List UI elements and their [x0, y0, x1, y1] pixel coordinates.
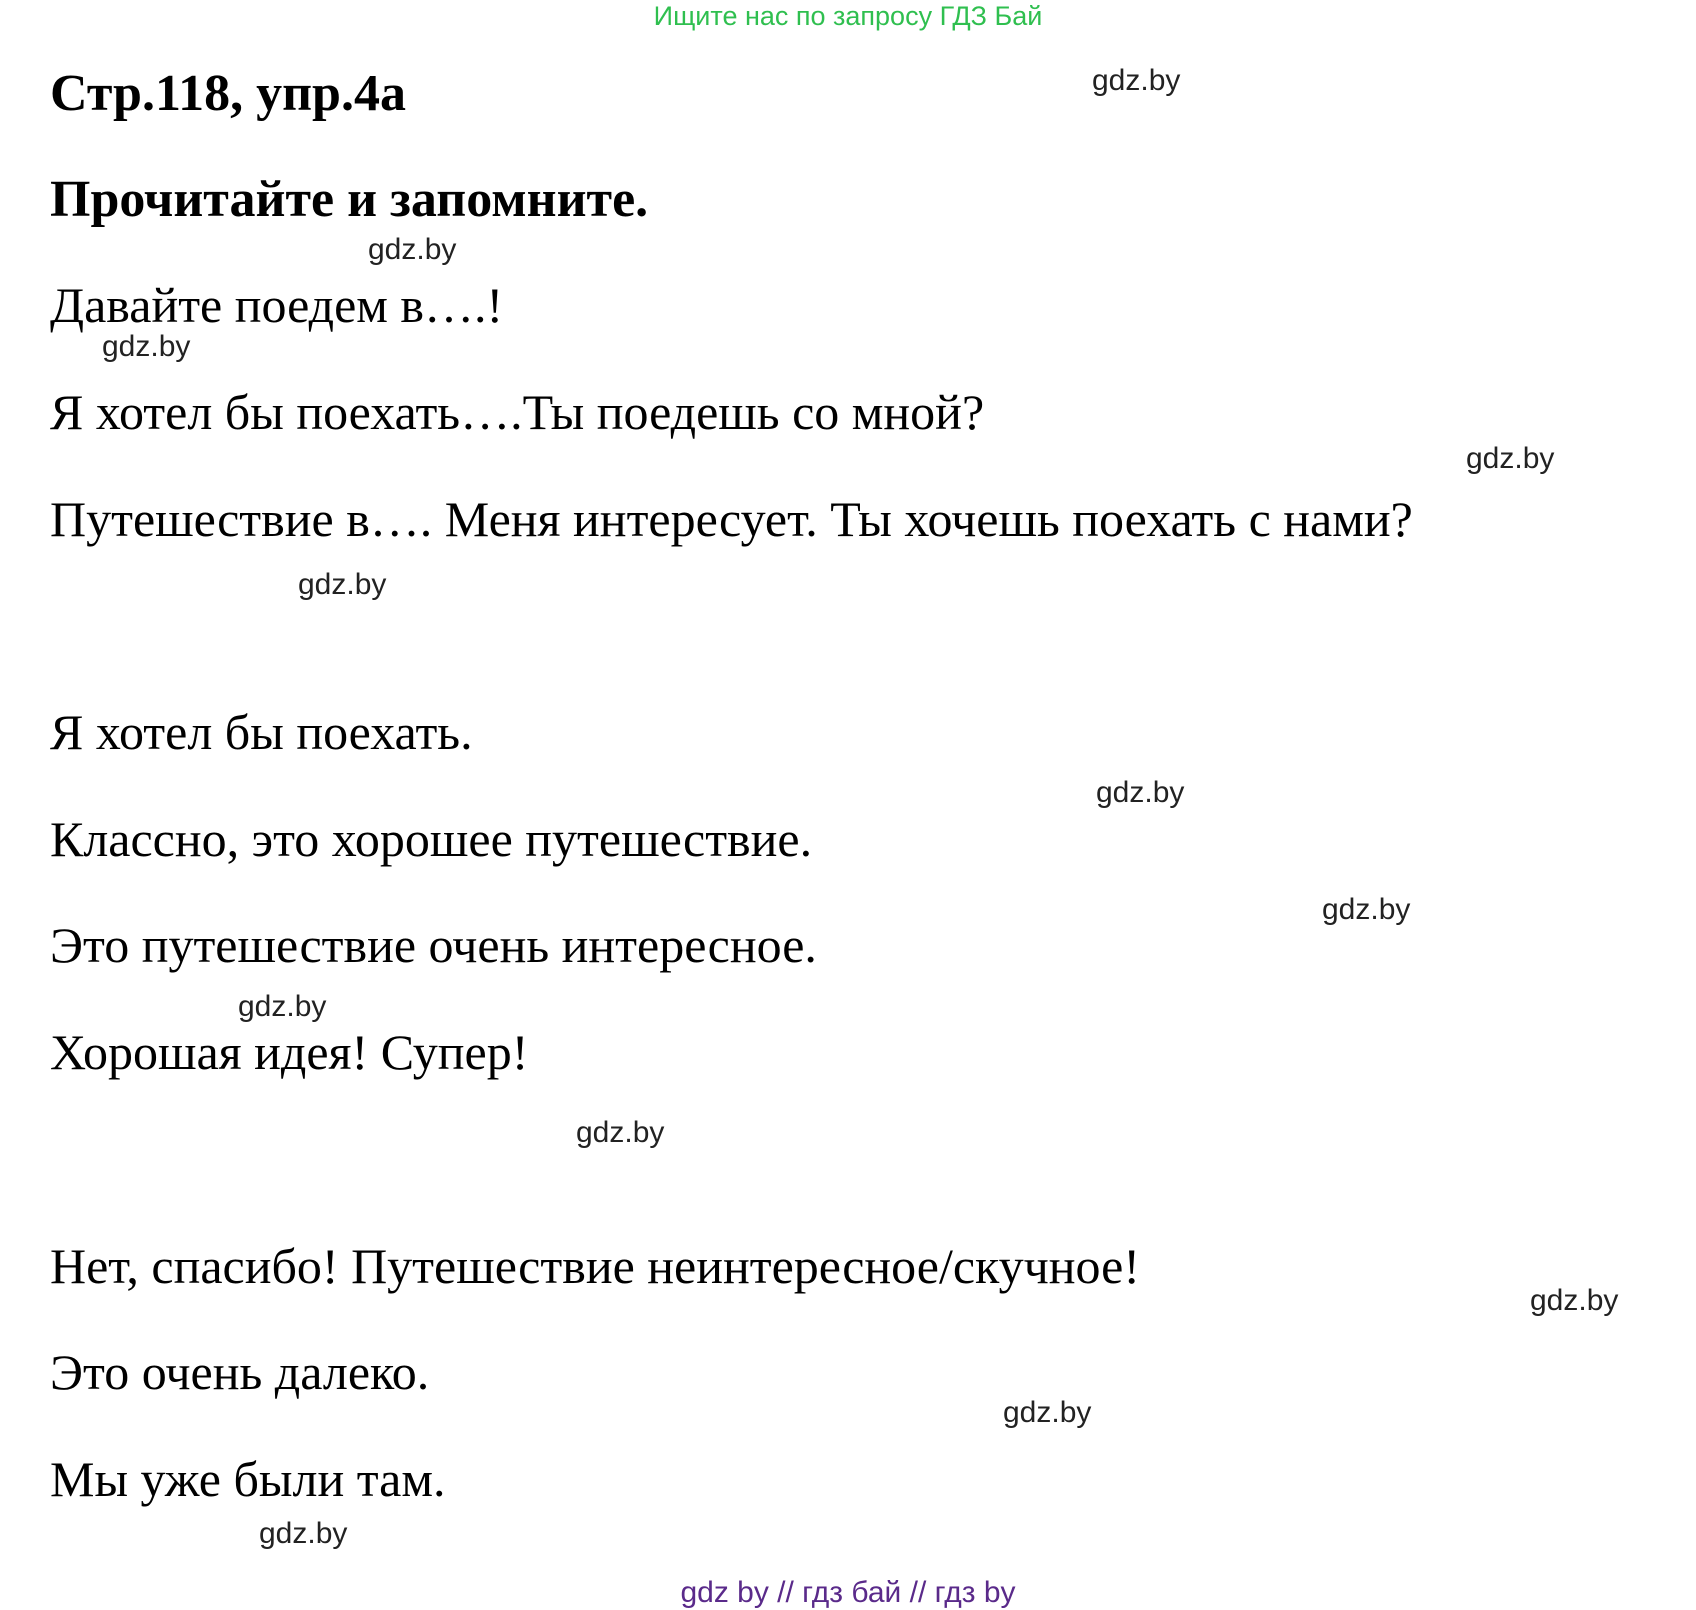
watermark: gdz.by: [1322, 893, 1411, 926]
phrase-line: Мы уже были там.: [50, 1451, 446, 1507]
search-banner: Ищите нас по запросу ГДЗ Бай: [653, 1, 1043, 31]
watermark: gdz.by: [368, 233, 457, 266]
watermark: gdz.by: [1096, 776, 1185, 809]
watermark: gdz.by: [238, 990, 327, 1023]
phrase-line: Это очень далеко.: [50, 1344, 430, 1400]
instruction-heading: Прочитайте и запомните.: [50, 171, 649, 228]
phrase-line: Нет, спасибо! Путешествие неинтересное/скучное!: [50, 1238, 1140, 1294]
phrase-line: Это путешествие очень интересное.: [50, 917, 817, 973]
phrase-line: Хорошая идея! Супер!: [50, 1024, 529, 1080]
watermark: gdz.by: [259, 1517, 348, 1550]
watermark: gdz.by: [1530, 1284, 1619, 1317]
watermark: gdz.by: [1003, 1396, 1092, 1429]
phrase-line: Давайте поедем в….!: [50, 277, 504, 333]
footer-links: gdz by // гдз бай // гдз by: [680, 1576, 1016, 1609]
watermark: gdz.by: [576, 1116, 665, 1149]
phrase-line: Я хотел бы поехать.: [50, 704, 473, 760]
phrase-line: Классно, это хорошее путешествие.: [50, 811, 813, 867]
watermark: gdz.by: [1092, 64, 1181, 97]
phrase-line: Я хотел бы поехать….Ты поедешь со мной?: [50, 384, 985, 440]
exercise-title: Стр.118, упр.4а: [50, 65, 406, 122]
phrase-line: Путешествие в…. Меня интересует. Ты хочешь поехать с нами?: [50, 491, 1413, 547]
watermark: gdz.by: [1466, 442, 1555, 475]
watermark: gdz.by: [298, 568, 387, 601]
watermark: gdz.by: [102, 330, 191, 363]
